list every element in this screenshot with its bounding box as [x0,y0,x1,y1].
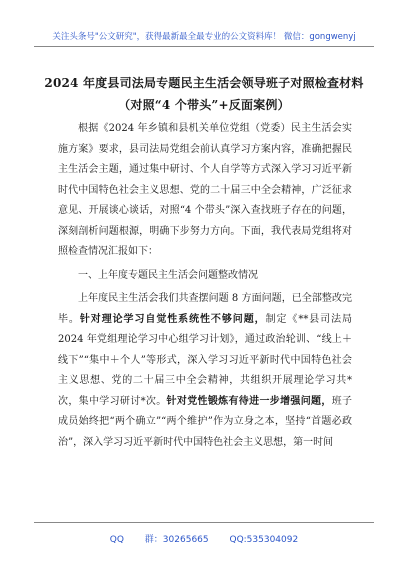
section-heading: 一、上年度专题民主生活会问题整改情况 [78,269,258,281]
footer-contact: QQ 群：30265665 QQ:535304092 [109,535,299,545]
section-paragraph [58,289,352,453]
section-text-e: 班子成员始终把“两个确立”“两个维护”作为立身之本，坚持“首题必政治”，深入学习习近平新时代中国特色社会主义思想，第一时间 [58,395,353,448]
section-bold-d: 针对党性锻炼有待进一步增强问题， [166,395,332,407]
header-banner: 关注头条号"公文研究"，获得最新最全最专业的公文资料库！ 微信：gongwenyj [52,32,356,42]
section-text-a: 上年度民主生活会我们共查摆问题 8 方面问题，已全部整改完毕。 [58,293,352,325]
section-bold-b: 针对理论学习自觉性系统性不够问题， [79,313,266,325]
section-text-c: 制定《**县司法局 2024 年党组理论学习中心组学习计划》，通过政治轮训、“线上＋线下”“集中＋个人”等形式，深入学习习近平新时代中国特色社会主义思想、党的二十届三中全会精神，共组织开展理论学习共*次，集中学习研讨*次。 [58,313,353,407]
document-body [58,119,352,453]
intro-paragraph: 根据《2024 年乡镇和县机关单位党组（党委）民主生活会实施方案》要求，县司法局党组会前认真学习方案内容，准确把握民主生活会主题，通过集中研讨、个人自学等方式深入学习习近平新时代中国特色社会主义思想、党的二十届三中全会精神，广泛征求意见、开展谈心谈话，对照“4 个带头”深入查找班子存在的问题，深刻剖析问题根源，明确下步努力方向。下面，我代表局党组将对照检查情况汇报如下： [58,123,352,257]
document-subtitle: （对照“4 个带头”+反面案例） [118,98,290,112]
header-divider [34,46,374,47]
footer-divider [34,522,374,523]
document-title: 2024 年度县司法局专题民主生活会领导班子对照检查材料 [44,76,364,90]
